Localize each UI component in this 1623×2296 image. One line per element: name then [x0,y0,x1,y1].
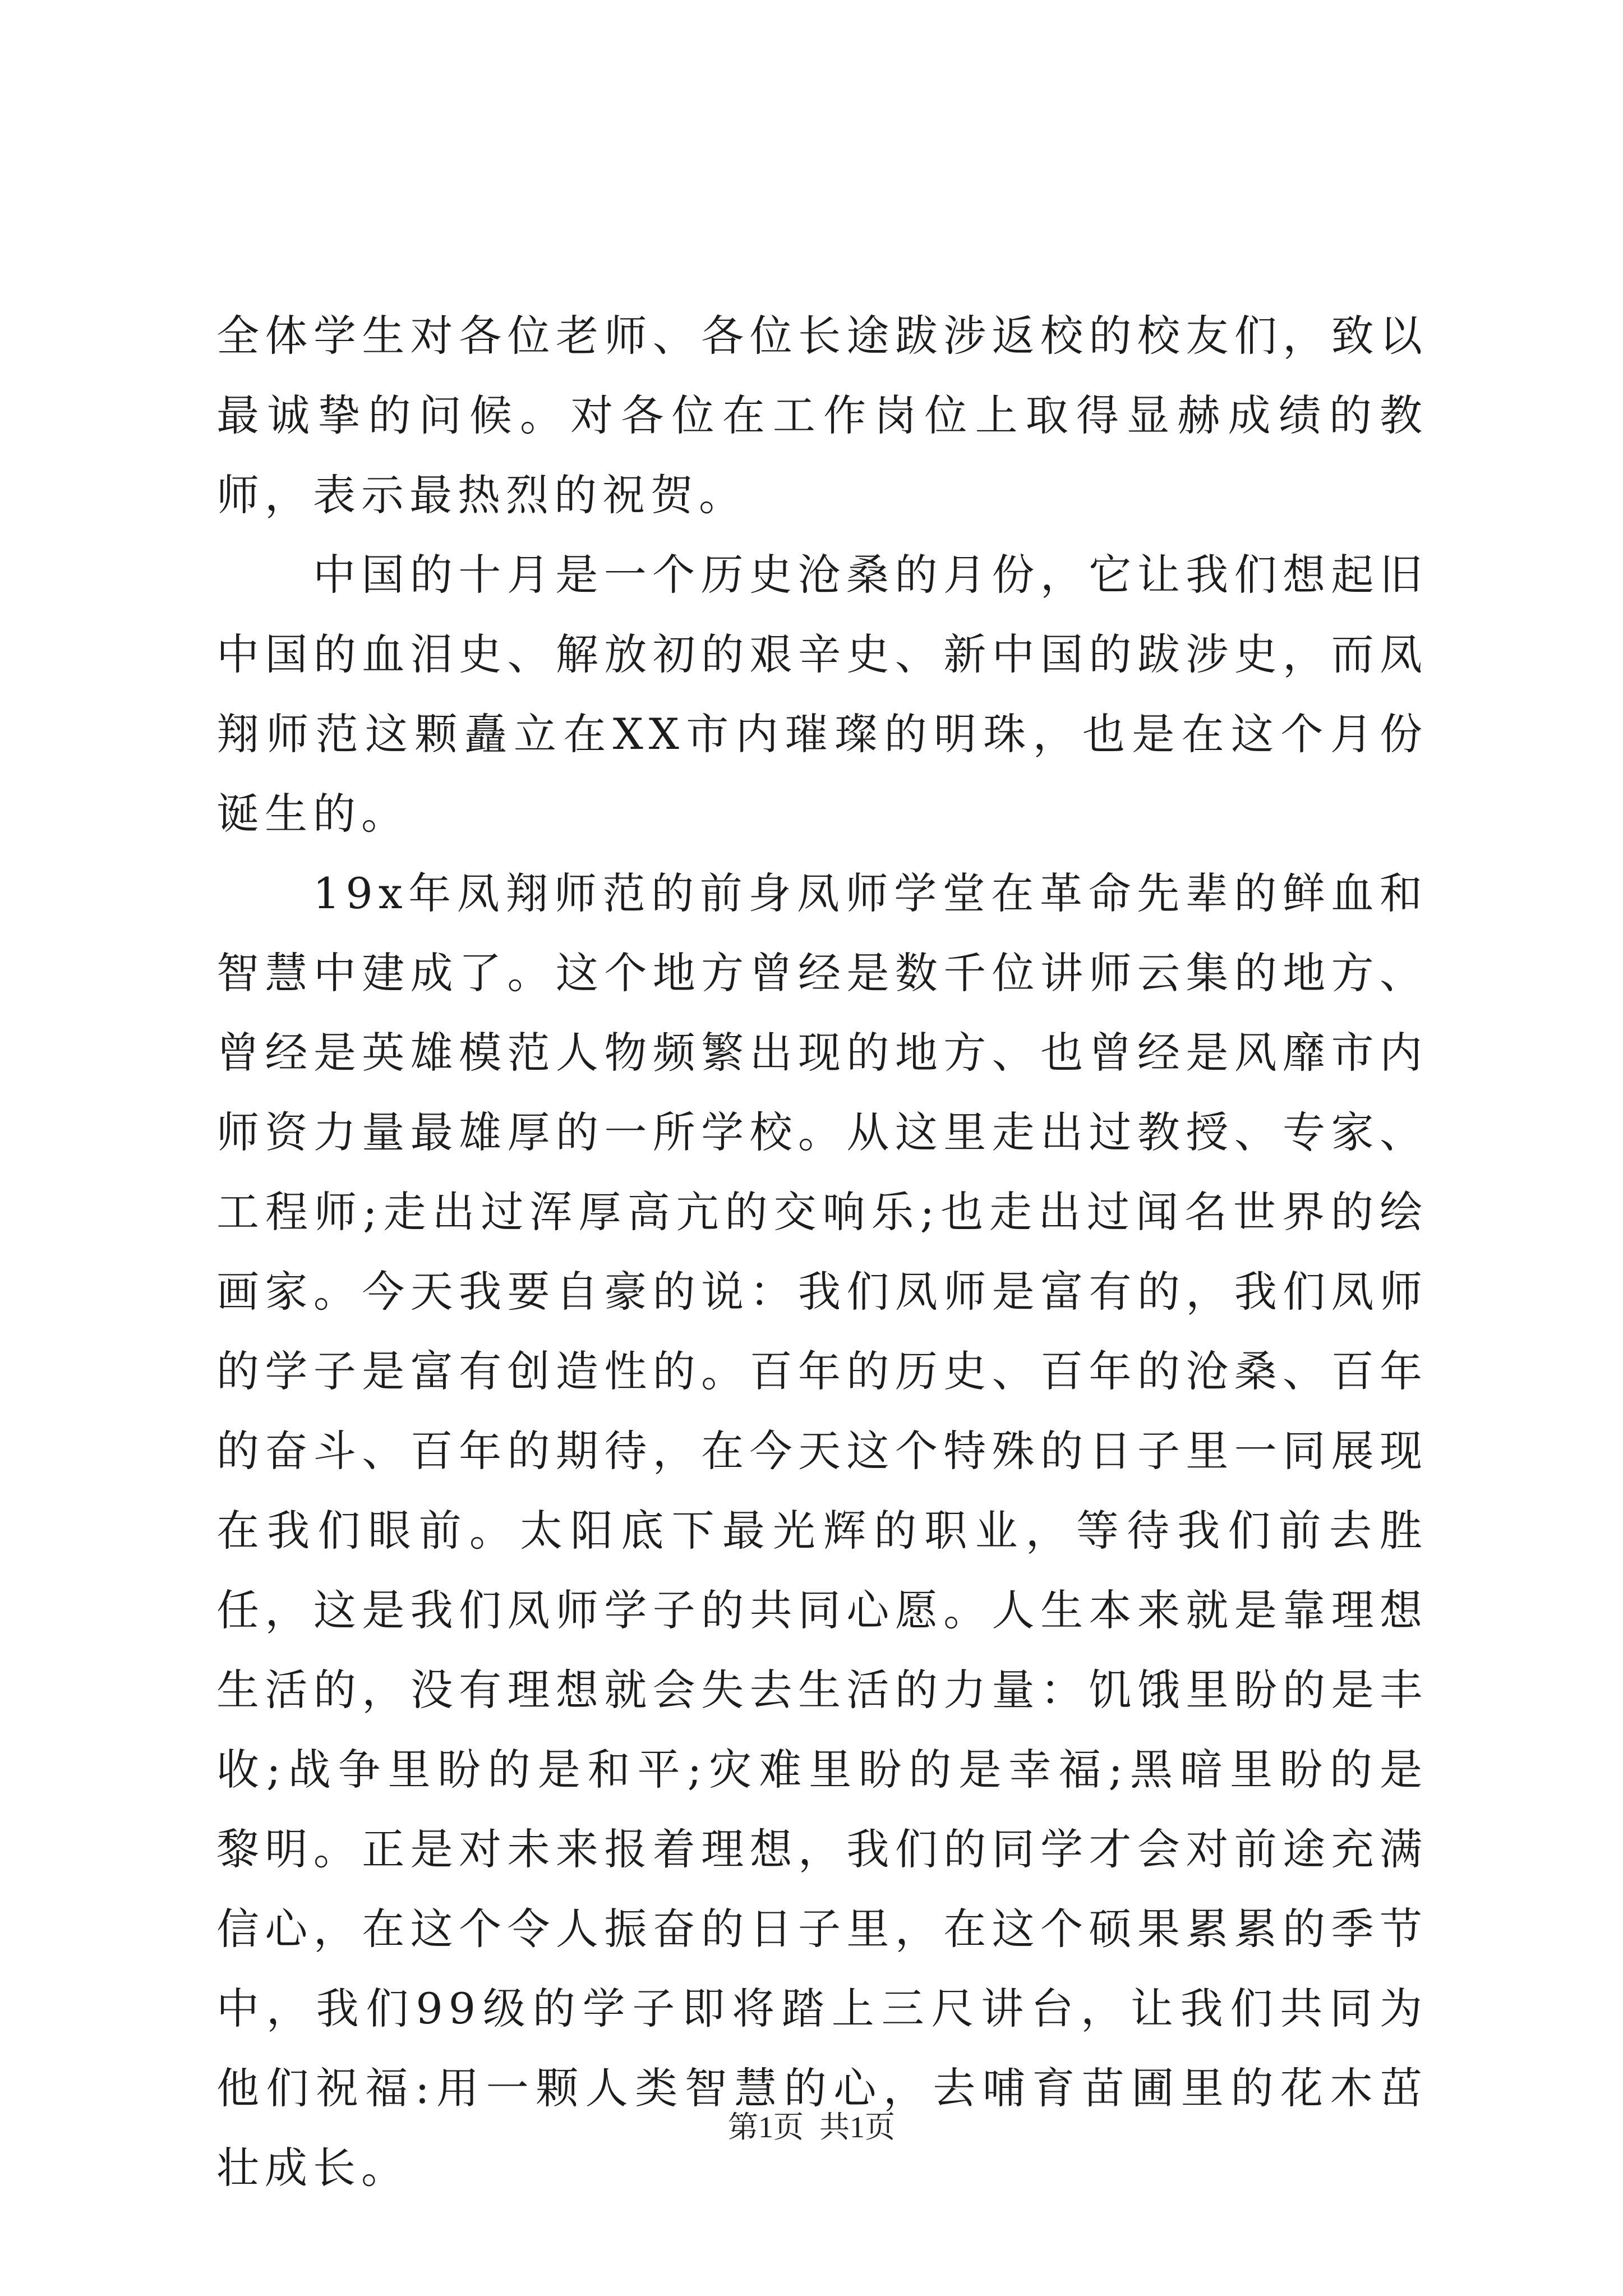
page-number-current: 第1页 [728,2110,804,2144]
page-footer [0,2105,1623,2150]
document-body [216,296,1428,2208]
paragraph-school-history: 19x年凤翔师范的前身凤师学堂在革命先辈的鲜血和智慧中建成了。这个地方曾经是数千位讲师云集的地方、曾经是英雄模范人物频繁出现的地方、也曾经是风靡市内师资力量最雄厚的一所学校。从这里走出过教授、专家、工程师;走出过浑厚高亢的交响乐;也走出过闻名世界的绘画家。今天我要自豪的说：我们凤师是富有的，我们凤师的学子是富有创造性的。百年的历史、百年的沧桑、百年的奋斗、百年的期待，在今天这个特殊的日子里一同展现在我们眼前。太阳底下最光辉的职业，等待我们前去胜任，这是我们凤师学子的共同心愿。人生本来就是靠理想生活的，没有理想就会失去生活的力量：饥饿里盼的是丰收;战争里盼的是和平;灾难里盼的是幸福;黑暗里盼的是黎明。正是对未来报着理想，我们的同学才会对前途充满信心，在这个令人振奋的日子里，在这个硕果累累的季节中，我们99级的学子即将踏上三尺讲台，让我们共同为他们祝福:用一颗人类智慧的心，去哺育苗圃里的花木茁壮成长。 [216,868,1428,2193]
paragraph-october-history: 中国的十月是一个历史沧桑的月份，它让我们想起旧中国的血泪史、解放初的艰辛史、新中国的跋涉史，而凤翔师范这颗矗立在XX市内璀璨的明珠，也是在这个月份诞生的。 [216,550,1428,839]
page-number-total: 共1页 [819,2110,895,2144]
paragraph-greeting: 全体学生对各位老师、各位长途跋涉返校的校友们，致以最诚挚的问候。对各位在工作岗位上取得显赫成绩的教师，表示最热烈的祝贺。 [216,311,1428,520]
